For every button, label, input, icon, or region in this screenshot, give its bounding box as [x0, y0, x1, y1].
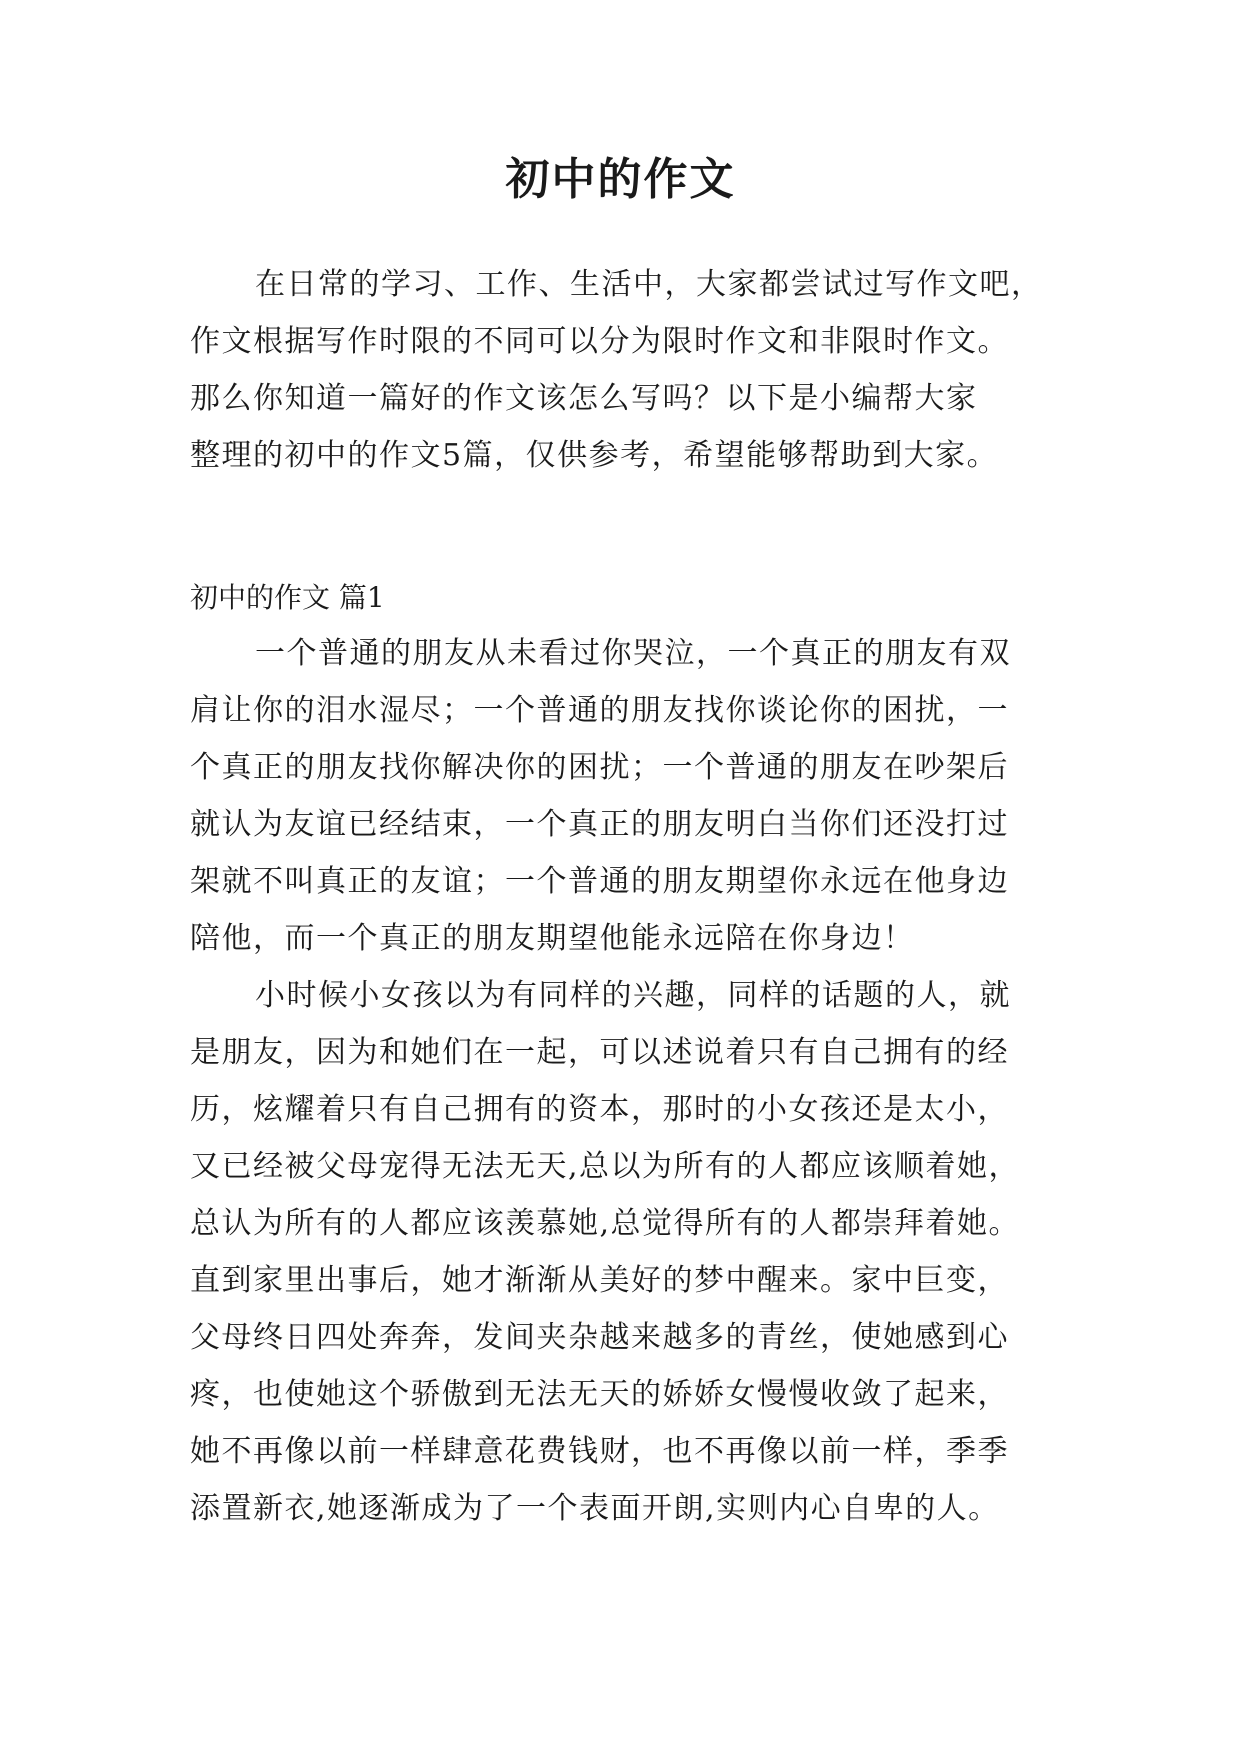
intro-line: 作文根据写作时限的不同可以分为限时作文和非限时作文。: [190, 324, 1009, 359]
paragraph-line: 疼，也使她这个骄傲到无法无天的娇娇女慢慢收敛了起来，: [190, 1377, 1009, 1412]
paragraph-line: 一个普通的朋友从未看过你哭泣，一个真正的朋友有双: [255, 636, 1011, 671]
paragraph-line: 历，炫耀着只有自己拥有的资本，那时的小女孩还是太小，: [190, 1092, 1009, 1127]
document-title: 初中的作文: [505, 154, 736, 205]
paragraph-line: 架就不叫真正的友谊；一个普通的朋友期望你永远在他身边: [190, 864, 1009, 899]
paragraph-line: 小时候小女孩以为有同样的兴趣，同样的话题的人，就: [255, 978, 1011, 1013]
paragraph-line: 总认为所有的人都应该羡慕她,总觉得所有的人都崇拜着她。: [190, 1206, 1021, 1241]
paragraph-line: 个真正的朋友找你解决你的困扰；一个普通的朋友在吵架后: [190, 750, 1009, 785]
intro-line: 那么你知道一篇好的作文该怎么写吗？以下是小编帮大家: [190, 381, 978, 416]
paragraph-line: 直到家里出事后，她才渐渐从美好的梦中醒来。家中巨变，: [190, 1263, 1009, 1298]
paragraph-line: 陪他，而一个真正的朋友期望他能永远陪在你身边！: [190, 921, 915, 956]
paragraph-line: 肩让你的泪水湿尽；一个普通的朋友找你谈论你的困扰，一: [190, 693, 1009, 728]
paragraph-line: 她不再像以前一样肆意花费钱财，也不再像以前一样，季季: [190, 1434, 1009, 1469]
paragraph-line: 就认为友谊已经结束，一个真正的朋友明白当你们还没打过: [190, 807, 1009, 842]
paragraph-line: 是朋友，因为和她们在一起，可以述说着只有自己拥有的经: [190, 1035, 1009, 1070]
intro-line: 整理的初中的作文5篇，仅供参考，希望能够帮助到大家。: [190, 438, 999, 473]
section-heading: 初中的作文 篇1: [190, 581, 385, 614]
paragraph-line: 父母终日四处奔奔，发间夹杂越来越多的青丝，使她感到心: [190, 1320, 1009, 1355]
intro-line: 在日常的学习、工作、生活中，大家都尝试过写作文吧，: [255, 267, 1043, 302]
paragraph-line: 添置新衣,她逐渐成为了一个表面开朗,实则内心自卑的人。: [190, 1491, 1000, 1526]
paragraph-line: 又已经被父母宠得无法无天,总以为所有的人都应该顺着她，: [190, 1149, 1021, 1184]
